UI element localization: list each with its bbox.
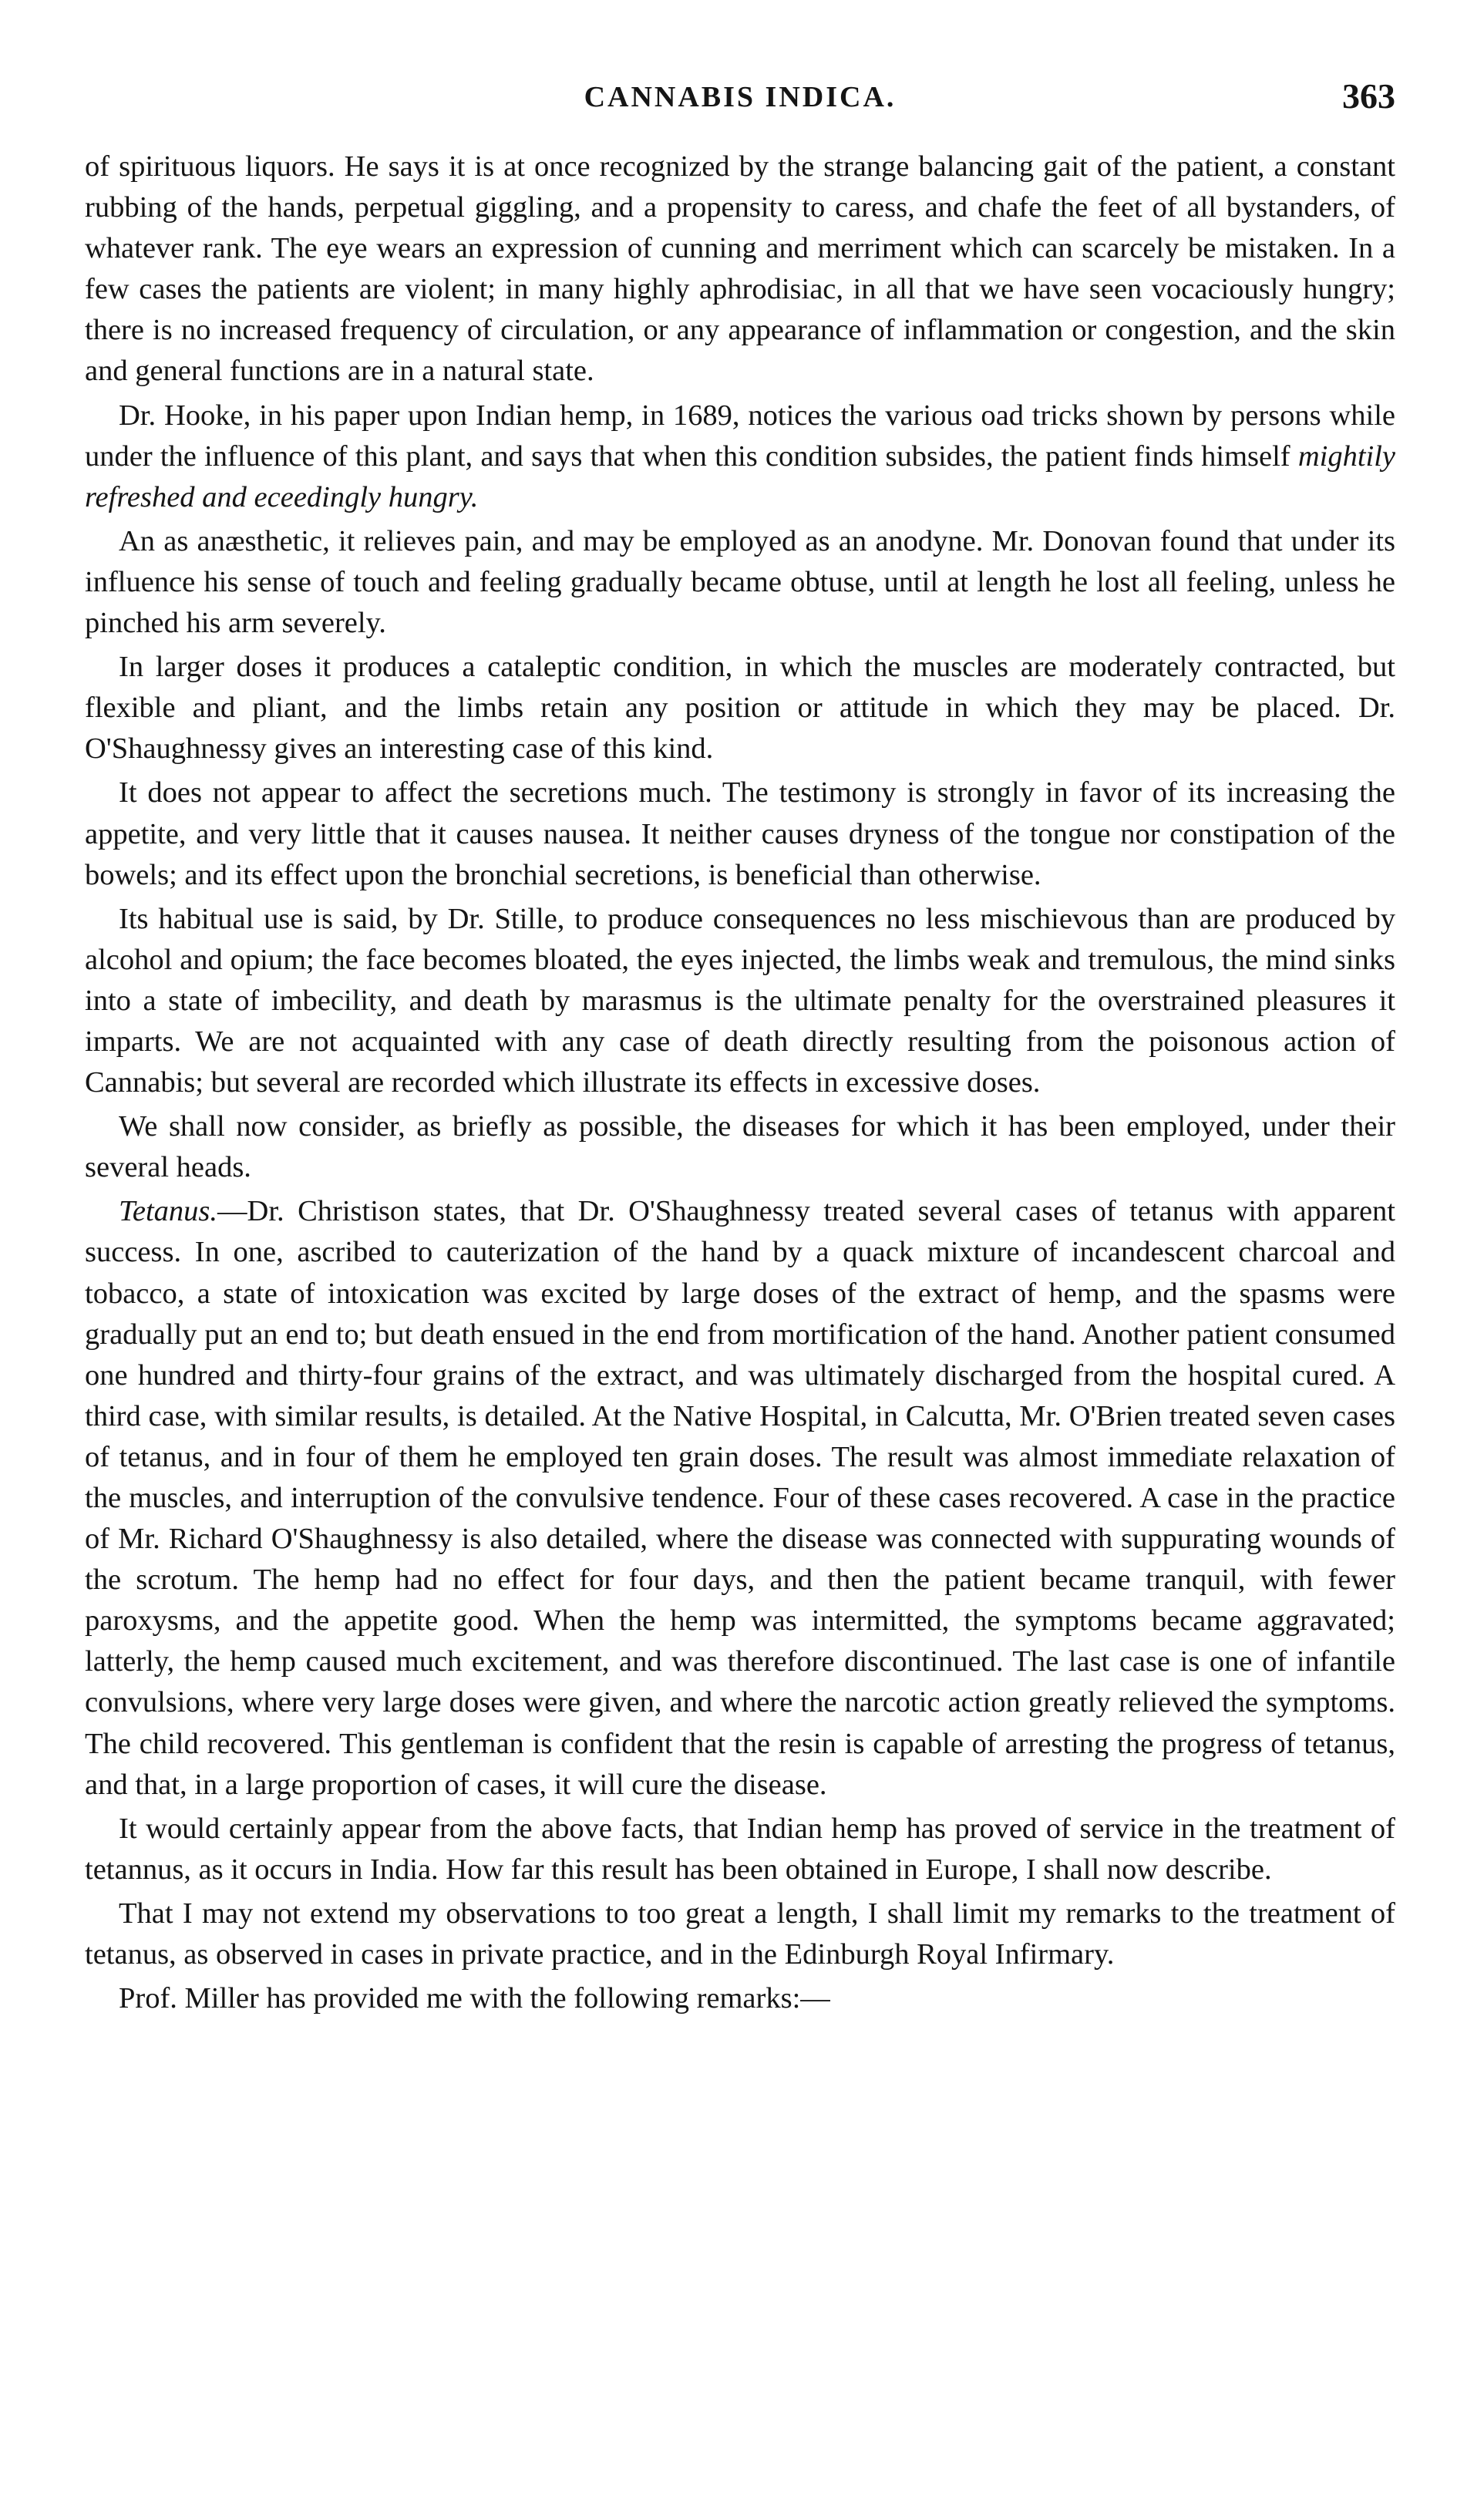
paragraph [85, 1893, 1395, 1975]
paragraph [85, 772, 1395, 895]
paragraph [85, 146, 1395, 392]
paragraph-text: Its habitual use is said, by Dr. Stille, to produce consequences no less mischievous than are produced by alcohol and opium; the face becomes bloated, the eyes injected, the limbs weak and tremulous, the mind sinks into a state of imbecility, and death by marasmus is the ultimate penalty for the overstrained pleasures it imparts. We are not acquainted with any case of death directly resulting from the poisonous action of Cannabis; but several are recorded which illustrate its effects in excessive doses. [85, 902, 1395, 1099]
body-text [85, 146, 1395, 2019]
paragraph-text: That I may not extend my observations to too great a length, I shall limit my remarks to the treatment of tetanus, as observed in cases in private practice, and in the Edinburgh Royal Infirmary. [85, 1897, 1395, 1971]
paragraph [85, 521, 1395, 644]
paragraph-tetanus [85, 1191, 1395, 1805]
section-heading-tetanus: Tetanus. [119, 1195, 218, 1228]
paragraph-text: An as anæsthetic, it relieves pain, and may be employed as an anodyne. Mr. Donovan found that under its influence his sense of touch and feeling gradually became obtuse, until at length he lost all feeling, unless he pinched his arm severely. [85, 524, 1395, 640]
paragraph [85, 647, 1395, 769]
paragraph-text: We shall now consider, as briefly as possible, the diseases for which it has been employed, under their several heads. [85, 1110, 1395, 1184]
page-number: 363 [1342, 76, 1395, 116]
paragraph [85, 1978, 1395, 2019]
paragraph [85, 899, 1395, 1103]
running-title: CANNABIS INDICA. [584, 81, 897, 113]
paragraph [85, 1106, 1395, 1188]
paragraph [85, 1809, 1395, 1890]
paragraph [85, 395, 1395, 518]
paragraph-text: of spirituous liquors. He says it is at once recognized by the strange balancing gait of the patient, a constant rubbing of the hands, perpetual giggling, and a propensity to caress, and chafe the feet of all bystanders, of whatever rank. The eye wears an expression of cunning and merriment which can scarcely be mistaken. In a few cases the patients are violent; in many highly aphrodisiac, in all that we have seen vocaciously hungry; there is no increased frequency of circulation, or any appearance of inflammation or congestion, and the skin and general functions are in a natural state. [85, 150, 1395, 388]
paragraph-text: It does not appear to affect the secretions much. The testimony is strongly in favor of its increasing the appetite, and very little that it causes nausea. It neither causes dryness of the tongue nor constipation of the bowels; and its effect upon the bronchial secretions, is beneficial than otherwise. [85, 776, 1395, 891]
paragraph-text: Prof. Miller has provided me with the following remarks:— [119, 1982, 830, 2015]
paragraph-text: —Dr. Christison states, that Dr. O'Shaughnessy treated several cases of tetanus with apparent success. In one, ascribed to cauterization of the hand by a quack mixture of incandescent charcoal and tobacco, a state of intoxication was excited by large doses of the extract of hemp, and the spasms were gradually put an end to; but death ensued in the end from mortification of the hand. Another patient consumed one hundred and thirty-four grains of the extract, and was ultimately discharged from the hospital cured. A third case, with similar results, is detailed. At the Native Hospital, in Calcutta, Mr. O'Brien treated seven cases of tetanus, and in four of them he employed ten grain doses. The result was almost immediate relaxation of the muscles, and interruption of the convulsive tendence. Four of these cases recovered. A case in the practice of Mr. Richard O'Shaughnessy is also detailed, where the disease was connected with suppurating wounds of the scrotum. The hemp had no effect for four days, and then the patient became tranquil, with fewer paroxysms, and the appetite good. When the hemp was intermitted, the symptoms became aggravated; latterly, the hemp caused much excitement, and was therefore discontinued. The last case is one of infantile convulsions, where very large doses were given, and where the narcotic action greatly relieved the symptoms. The child recovered. This gentleman is confident that the resin is capable of arresting the progress of tetanus, and that, in a large proportion of cases, it will cure the disease. [85, 1195, 1395, 1801]
paragraph-text: In larger doses it produces a cataleptic condition, in which the muscles are moderately contracted, but flexible and pliant, and the limbs retain any position or attitude in which they may be placed. Dr. O'Shaughnessy gives an interesting case of this kind. [85, 651, 1395, 766]
paragraph-text: It would certainly appear from the above facts, that Indian hemp has proved of service in the treatment of tetannus, as it occurs in India. How far this result has been obtained in Europe, I shall now describe. [85, 1812, 1395, 1886]
paragraph-text: Dr. Hooke, in his paper upon Indian hemp, in 1689, notices the various oad tricks shown by persons while under the influence of this plant, and says that when this condition subsides, the patient finds himself [85, 399, 1395, 473]
running-head [85, 77, 1395, 131]
italic-phrase: mightily refreshed and eceedingly hungry. [85, 439, 1395, 513]
